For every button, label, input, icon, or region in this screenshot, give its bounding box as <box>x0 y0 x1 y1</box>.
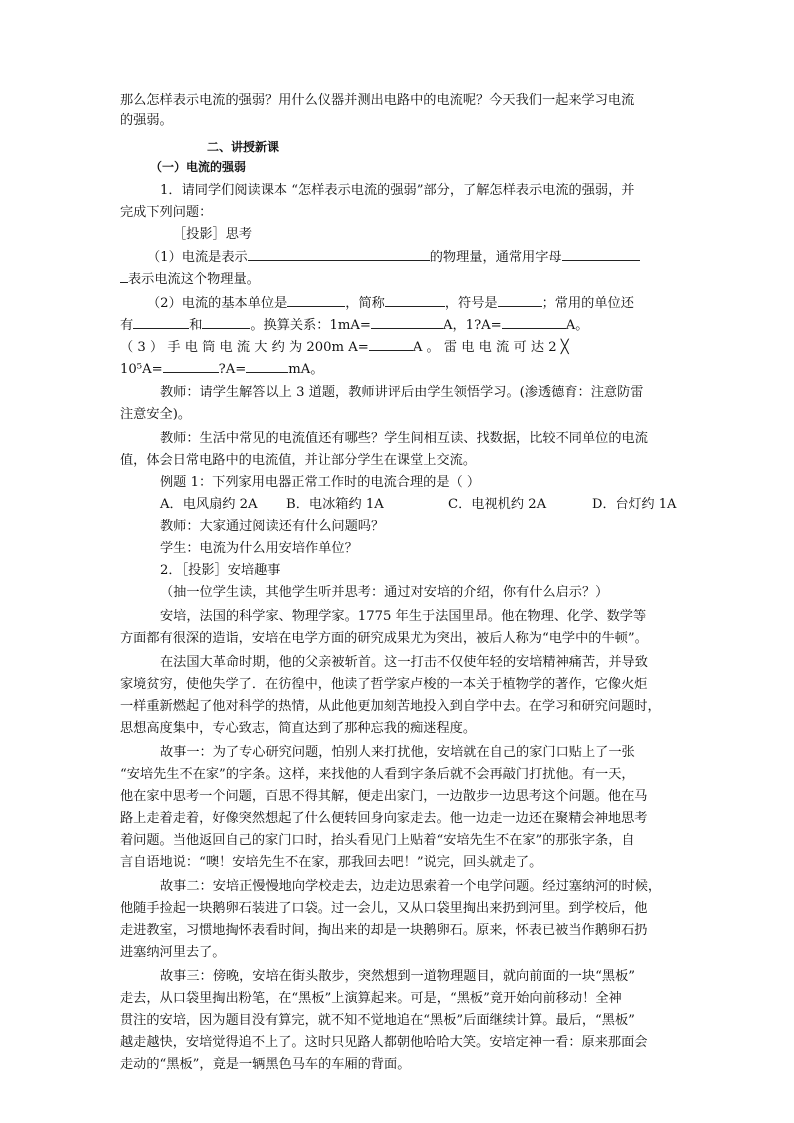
option-d: D．台灯约 1A <box>592 497 677 512</box>
item-1-text-a: （1）电流是表示 <box>147 250 248 265</box>
question-2: 2．［投影］安培趣事 <box>160 563 281 578</box>
story-3-line-1: 故事三：傍晚，安培在街头散步，突然想到一道物理题目，就向前面的一块“黑板” <box>160 969 636 984</box>
story-1-line-2: “安培先生不在家”的字条。这样，来找他的人看到字条后就不会再敲门打扰他。有一天， <box>120 767 635 782</box>
teacher-2-line-2: 值，体会日常电路中的电流值，并让部分学生在课堂上交流。 <box>120 453 477 468</box>
teacher-3: 教师：大家通过阅读还有什么问题吗？ <box>160 519 385 534</box>
subsection-title: （一）电流的强弱 <box>150 160 247 174</box>
bio-2-line-1: 在法国大革命时期，他的父亲被斩首。这一打击不仅使年轻的安培精神痛苦，并导致 <box>160 655 648 670</box>
item-1-line-2 <box>120 270 260 289</box>
story-2-line-1: 故事二：安培正慢慢地向学校走去，边走边思索着一个电学问题。经过塞纳河的时候， <box>160 879 662 894</box>
bio-2-line-2: 家境贫穷，使他失学了．在彷徨中，他读了哲学家卢梭的一本关于植物学的著作，它像火炬 <box>120 677 648 692</box>
story-1-line-3: 他在家中思考一个问题，百思不得其解，便走出家门，一边散步一边思考这个问题。他在马 <box>120 789 648 804</box>
intro-line-2: 的强弱。 <box>120 113 173 128</box>
blank-field[interactable] <box>369 338 413 351</box>
teacher-1-line-1: 教师：请学生解答以上 3 道题，教师讲评后由学生领悟学习。(渗透德育：注意防雷 <box>160 385 644 400</box>
item-3-text-d: ?A= <box>218 362 247 377</box>
intro-line-1: 那么怎样表示电流的强弱？用什么仪器并测出电路中的电流呢？今天我们一起来学习电流 <box>120 93 635 108</box>
blank-field[interactable] <box>287 294 345 307</box>
item-2-text-f: 和 <box>189 318 203 333</box>
teacher-1-line-2: 注意安全)。 <box>120 407 192 422</box>
story-1-line-6: 言自语地说：“噢！安培先生不在家，那我回去吧！”说完，回头就走了。 <box>120 855 543 870</box>
option-a: A．电风扇约 2A <box>160 497 258 512</box>
item-2-line-2 <box>120 316 588 335</box>
item-2-line-1 <box>147 294 634 313</box>
item-2-text-d: ；常用的单位还 <box>541 296 634 311</box>
item-2-text-a: （2）电流的基本单位是 <box>147 296 288 311</box>
blank-field[interactable] <box>562 248 640 261</box>
question-1-line-2: 完成下列问题： <box>120 205 213 220</box>
item-3-line-2 <box>120 360 324 379</box>
option-b: B．电冰箱约 1A <box>286 497 384 512</box>
item-2-text-c: ，符号是 <box>444 296 498 311</box>
student-1: 学生：电流为什么用安培作单位？ <box>160 541 358 556</box>
item-2-text-g: 。换算关系：1mA= <box>250 318 371 333</box>
teacher-2-line-1: 教师：生活中常见的电流值还有哪些？学生间相互读、找数据，比较不同单位的电流 <box>160 431 648 446</box>
item-2-text-b: ，简称 <box>345 296 385 311</box>
bio-2-line-3: 一样重新燃起了他对科学的热情，从此他更加刻苦地投入到自学中去。在学习和研究问题时， <box>120 699 661 714</box>
story-1-line-1: 故事一：为了专心研究问题，怕别人来打扰他，安培就在自己的家门口贴上了一张 <box>160 745 635 760</box>
example-1: 例题 1：下列家用电器正常工作时的电流合理的是（ ） <box>160 475 481 490</box>
story-3-line-3: 贯注的安培，因为题目没有算完，就不知不觉地追在“黑板”后面继续计算。最后，“黑板” <box>120 1013 635 1028</box>
blank-field[interactable] <box>246 360 288 373</box>
story-2-line-4: 进塞纳河里去了。 <box>120 945 226 960</box>
item-3-line-1 <box>120 338 569 357</box>
question-1-line-1: 1．请同学们阅读课本 “怎样表示电流的强弱”部分，了解怎样表示电流的强弱，并 <box>160 183 635 198</box>
blank-field[interactable] <box>163 360 219 373</box>
story-1-line-5: 着问题。当他返回自己的家门口时，抬头看见门上贴着“安培先生不在家”的那张字条，自 <box>120 833 635 848</box>
item-3-text-e: mA。 <box>288 362 324 377</box>
story-3-line-5: 走动的“黑板”，竟是一辆黑色马车的车厢的背面。 <box>120 1057 411 1072</box>
bio-1-line-1: 安培，法国的科学家、物理学家。1775 年生于法国里昂。他在物理、化学、数学等 <box>160 609 647 624</box>
blank-field[interactable] <box>120 270 128 283</box>
blank-field[interactable] <box>371 316 443 329</box>
item-2-text-e: 有 <box>120 318 134 333</box>
story-3-line-2: 走去，从口袋里掏出粉笔，在“黑板”上演算起来。可是，“黑板”竟开始向前移动！全神 <box>120 991 622 1006</box>
blank-field[interactable] <box>498 294 542 307</box>
item-3-text-b: A 。 雷 电 电 流 可 达 2 ╳ <box>412 340 569 355</box>
item-3-text-c: 10⁵A= <box>120 362 163 377</box>
blank-field[interactable] <box>502 316 566 329</box>
story-2-line-3: 走进教室，习惯地掏怀表看时间，掏出来的却是一块鹅卵石。原来，怀表已被当作鹅卵石扔 <box>120 923 648 938</box>
bio-2-line-4: 思想高度集中，专心致志，简直达到了那种忘我的痴迷程度。 <box>120 721 477 736</box>
item-3-text-a: （ 3 ） 手 电 筒 电 流 大 约 为 200m A= <box>120 340 369 355</box>
story-1-line-4: 路上走着走着，好像突然想起了什么便转回身向家走去。他一边走一边还在聚精会神地思考 <box>120 811 648 826</box>
story-2-line-2: 他随手捡起一块鹅卵石装进了口袋。过一会儿，又从口袋里掏出来扔到河里。到学校后，他 <box>120 901 648 916</box>
bio-1-line-2: 方面都有很深的造诣，安培在电学方面的研究成果尤为突出，被后人称为“电学中的牛顿”。 <box>120 631 648 646</box>
item-2-text-i: A。 <box>565 318 589 333</box>
blank-field[interactable] <box>202 316 250 329</box>
projection-think: ［投影］思考 <box>173 227 253 242</box>
blank-field[interactable] <box>385 294 445 307</box>
question-2-note: （抽一位学生读，其他学生听并思考：通过对安培的介绍，你有什么启示？） <box>160 585 609 600</box>
section-title: 二、讲授新课 <box>207 140 280 154</box>
item-1-line-1 <box>147 248 640 267</box>
story-3-line-4: 越走越快，安培觉得追不上了。这时只见路人都朝他哈哈大笑。安培定神一看：原来那面会 <box>120 1035 648 1050</box>
item-2-text-h: A，1?A= <box>442 318 502 333</box>
blank-field[interactable] <box>133 316 189 329</box>
item-1-text-b: 的物理量，通常用字母 <box>429 250 562 265</box>
blank-field[interactable] <box>248 248 430 261</box>
option-c: C．电视机约 2A <box>448 497 547 512</box>
item-1-text-c: 表示电流这个物理量。 <box>128 272 260 287</box>
